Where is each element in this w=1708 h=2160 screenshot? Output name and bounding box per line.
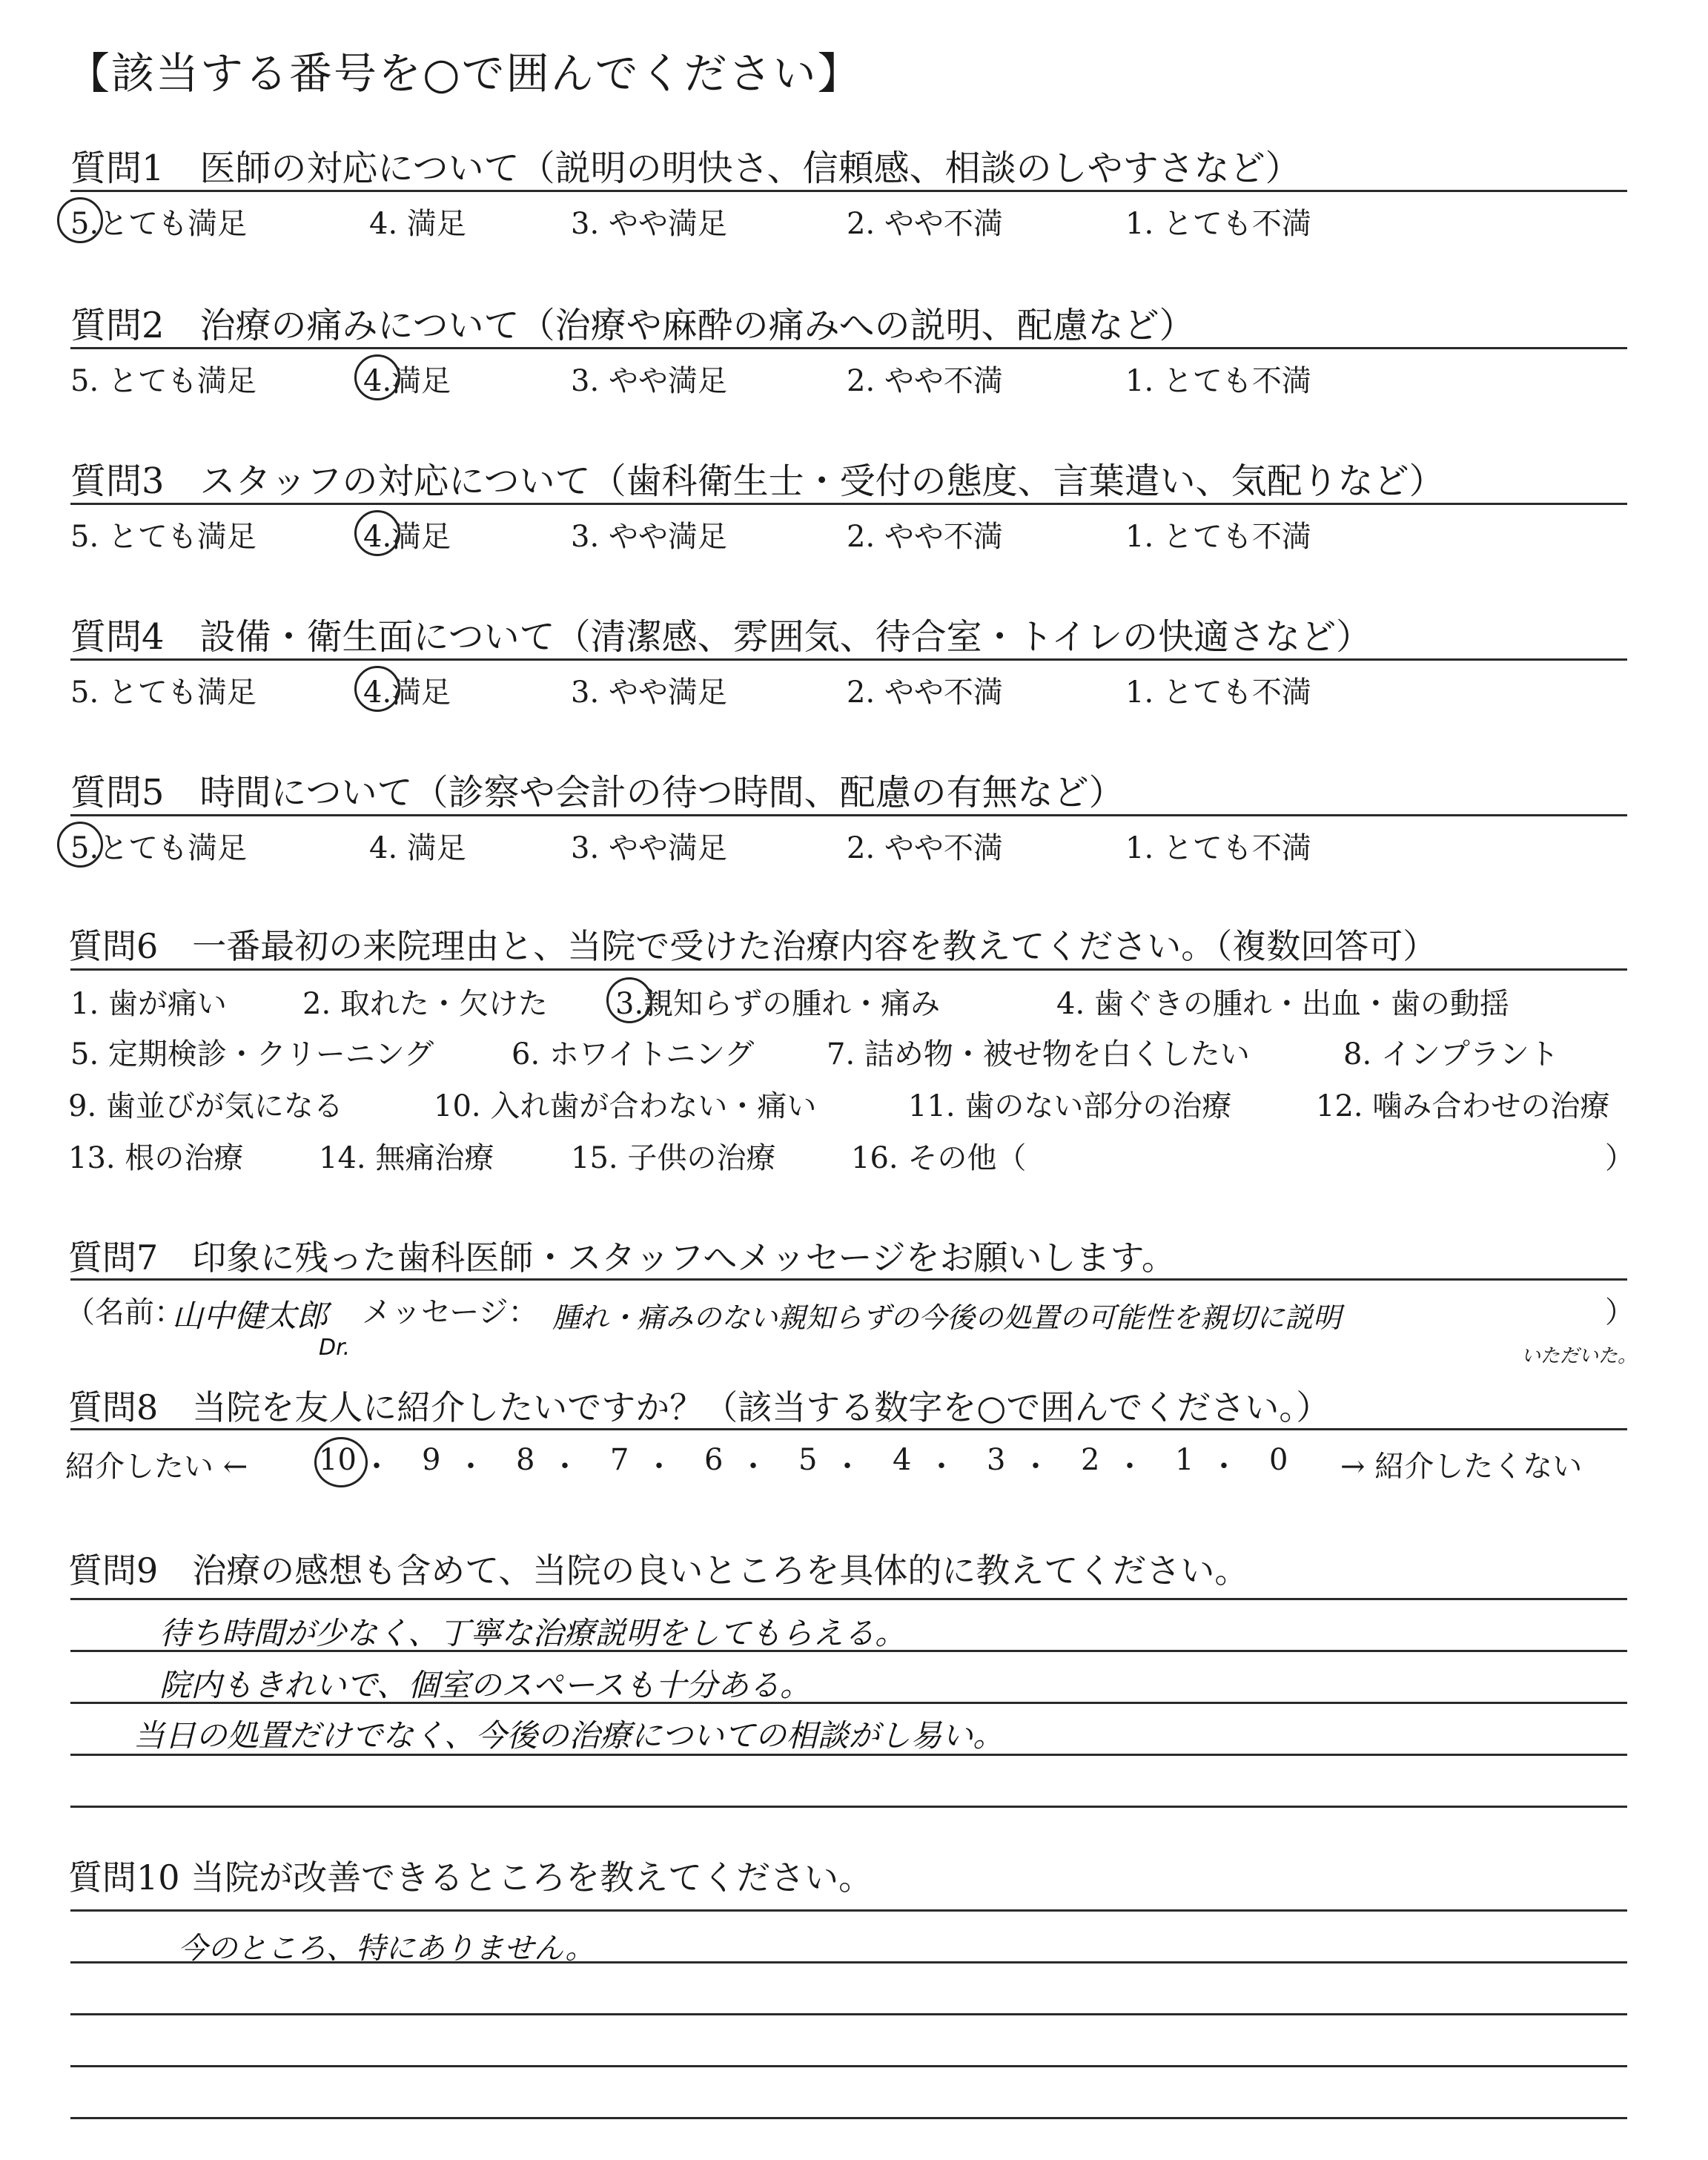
question-8-rule: [70, 1428, 1627, 1430]
q2-option-5[interactable]: 5. とても満足: [70, 364, 256, 398]
question-2-title: 質問2 治療の痛みについて（治療や麻酔の痛みへの説明、配慮など）: [70, 305, 1195, 346]
q8-scale-2[interactable]: 2: [1081, 1443, 1100, 1477]
question-4-rule: [70, 658, 1627, 661]
question-7-title: 質問7 印象に残った歯科医師・スタッフへメッセージをお願いします。: [68, 1238, 1176, 1278]
q7-message-continuation: いただいた。: [1521, 1345, 1638, 1367]
q3-option-4[interactable]: 4.満足: [363, 520, 451, 554]
q3-option-5[interactable]: 5. とても満足: [70, 520, 256, 554]
q3-selection-circle: [354, 510, 400, 556]
q8-scale-separator: ・: [1209, 1450, 1239, 1484]
q4-selection-circle: [354, 666, 400, 712]
question-1-rule: [70, 190, 1627, 192]
q1-option-5[interactable]: 5.とても満足: [70, 207, 248, 241]
q6-option-4[interactable]: 4. 歯ぐきの腫れ・出血・歯の動揺: [1056, 987, 1509, 1021]
q8-scale-separator: ・: [456, 1450, 486, 1484]
q5-selection-circle: [57, 822, 103, 868]
instruction-heading: 【該当する番号を○で囲んでください】: [67, 48, 862, 99]
q6-option-3[interactable]: 3.親知らずの腫れ・痛み: [615, 987, 941, 1021]
question-4-title: 質問4 設備・衛生面について（清潔感、雰囲気、待合室・トイレの快適さなど）: [70, 616, 1372, 658]
q8-scale-separator: ・: [1115, 1450, 1145, 1484]
q8-scale-4[interactable]: 4: [893, 1443, 912, 1477]
q8-scale-0[interactable]: 0: [1269, 1443, 1288, 1477]
q6-option-7[interactable]: 7. 詰め物・被せ物を白くしたい: [827, 1037, 1250, 1071]
q6-option-5[interactable]: 5. 定期検診・クリーニング: [70, 1037, 434, 1071]
q1-option-2[interactable]: 2. やや不満: [847, 207, 1003, 241]
q1-option-4[interactable]: 4. 満足: [369, 207, 466, 241]
q6-option-12[interactable]: 12. 噛み合わせの治療: [1316, 1089, 1610, 1123]
q6-option-1[interactable]: 1. 歯が痛い: [70, 987, 227, 1021]
q6-option-16-close: ）: [1605, 1141, 1635, 1175]
q3-option-1[interactable]: 1. とても不満: [1125, 520, 1311, 554]
question-5-title: 質問5 時間について（診察や会計の待つ時間、配慮の有無など）: [70, 772, 1125, 813]
question-3-title: 質問3 スタッフの対応について（歯科衛生士・受付の態度、言葉遣い、気配りなど）: [70, 460, 1445, 502]
question-5-rule: [70, 814, 1627, 816]
q1-selection-circle: [57, 197, 103, 243]
q2-option-4[interactable]: 4.満足: [363, 364, 451, 398]
q6-option-14[interactable]: 14. 無痛治療: [319, 1141, 494, 1175]
q5-option-4[interactable]: 4. 満足: [369, 831, 466, 865]
q4-option-4[interactable]: 4.満足: [363, 676, 451, 710]
q7-message-label: メッセージ：: [362, 1295, 538, 1330]
q7-name-suffix: Dr.: [319, 1335, 351, 1361]
q9-answer-line-3[interactable]: 当日の処置だけでなく、今後の治療についての相談がし易い。: [133, 1717, 1004, 1754]
q10-line-5: [70, 2117, 1627, 2119]
q8-scale-separator: ・: [644, 1450, 674, 1484]
q8-selection-circle: [314, 1437, 368, 1487]
question-9-title: 質問9 治療の感想も含めて、当院の良いところを具体的に教えてください。: [68, 1550, 1249, 1591]
q8-scale-7[interactable]: 7: [610, 1443, 629, 1477]
q2-option-1[interactable]: 1. とても不満: [1125, 364, 1311, 398]
q7-message-value[interactable]: 腫れ・痛みのない親知らずの今後の処置の可能性を親切に説明: [552, 1301, 1342, 1334]
q8-scale-8[interactable]: 8: [516, 1443, 535, 1477]
q9-answer-line-2[interactable]: 院内もきれいで、個室のスペースも十分ある。: [159, 1667, 812, 1703]
q8-scale-5[interactable]: 5: [798, 1443, 818, 1477]
q6-selection-circle: [606, 977, 652, 1023]
question-2-rule: [70, 347, 1627, 349]
q4-option-2[interactable]: 2. やや不満: [847, 676, 1003, 710]
q8-scale-6[interactable]: 6: [704, 1443, 724, 1477]
q3-option-3[interactable]: 3. やや満足: [571, 520, 727, 554]
q5-option-2[interactable]: 2. やや不満: [847, 831, 1003, 865]
q4-option-5[interactable]: 5. とても満足: [70, 676, 256, 710]
q6-option-13[interactable]: 13. 根の治療: [68, 1141, 244, 1175]
q8-scale-10[interactable]: 10: [319, 1443, 357, 1477]
q4-option-1[interactable]: 1. とても不満: [1125, 676, 1311, 710]
q7-name-value[interactable]: 山中健太郎: [172, 1298, 328, 1334]
q9-line-1: [70, 1598, 1627, 1600]
question-1-title: 質問1 医師の対応について（説明の明快さ、信頼感、相談のしやすさなど）: [70, 148, 1301, 189]
q8-scale-separator: ・: [362, 1450, 391, 1484]
q6-option-10[interactable]: 10. 入れ歯が合わない・痛い: [434, 1089, 817, 1123]
q1-option-3[interactable]: 3. やや満足: [571, 207, 727, 241]
q2-option-3[interactable]: 3. やや満足: [571, 364, 727, 398]
q3-option-2[interactable]: 2. やや不満: [847, 520, 1003, 554]
q8-scale-separator: ・: [550, 1450, 580, 1484]
q6-option-9[interactable]: 9. 歯並びが気になる: [68, 1089, 343, 1123]
q8-scale-9[interactable]: 9: [422, 1443, 441, 1477]
q9-answer-line-1[interactable]: 待ち時間が少なく、丁寧な治療説明をしてもらえる。: [159, 1615, 907, 1651]
q10-line-4: [70, 2065, 1627, 2067]
q6-option-11[interactable]: 11. 歯のない部分の治療: [908, 1089, 1232, 1123]
q8-right-label: → 紹介したくない: [1340, 1450, 1583, 1484]
q5-option-3[interactable]: 3. やや満足: [571, 831, 727, 865]
q8-scale-3[interactable]: 3: [987, 1443, 1006, 1477]
question-3-rule: [70, 503, 1627, 505]
q9-line-5: [70, 1806, 1627, 1808]
q10-line-3: [70, 2013, 1627, 2015]
q6-option-6[interactable]: 6. ホワイトニング: [512, 1037, 755, 1071]
q2-selection-circle: [354, 354, 400, 400]
question-8-title: 質問8 当院を友人に紹介したいですか？（該当する数字を○で囲んでください。）: [68, 1387, 1331, 1427]
q8-scale-separator: ・: [833, 1450, 862, 1484]
q6-option-2[interactable]: 2. 取れた・欠けた: [302, 987, 548, 1021]
question-7-rule: [70, 1278, 1627, 1281]
q7-close-paren: ）: [1605, 1295, 1635, 1330]
q6-option-15[interactable]: 15. 子供の治療: [571, 1141, 776, 1175]
q7-name-label: （名前：: [65, 1295, 184, 1330]
q8-scale-1[interactable]: 1: [1175, 1443, 1194, 1477]
q8-scale-separator: ・: [1021, 1450, 1050, 1484]
q8-scale-separator: ・: [738, 1450, 768, 1484]
q5-option-1[interactable]: 1. とても不満: [1125, 831, 1311, 865]
q4-option-3[interactable]: 3. やや満足: [571, 676, 727, 710]
question-6-title: 質問6 一番最初の来院理由と、当院で受けた治療内容を教えてください。（複数回答可）: [68, 926, 1437, 966]
question-6-rule: [70, 968, 1627, 971]
q6-option-16[interactable]: 16. その他（: [851, 1141, 1027, 1175]
q10-line-1: [70, 1909, 1627, 1912]
q8-left-label: 紹介したい ←: [65, 1450, 248, 1484]
q6-option-8[interactable]: 8. インプラント: [1343, 1037, 1559, 1071]
q2-option-2[interactable]: 2. やや不満: [847, 364, 1003, 398]
q8-scale-separator: ・: [927, 1450, 956, 1484]
q5-option-5[interactable]: 5.とても満足: [70, 831, 248, 865]
q1-option-1[interactable]: 1. とても不満: [1125, 207, 1311, 241]
q10-answer-line-1[interactable]: 今のところ、特にありません。: [178, 1932, 595, 1966]
question-10-title: 質問10 当院が改善できるところを教えてください。: [68, 1857, 873, 1898]
